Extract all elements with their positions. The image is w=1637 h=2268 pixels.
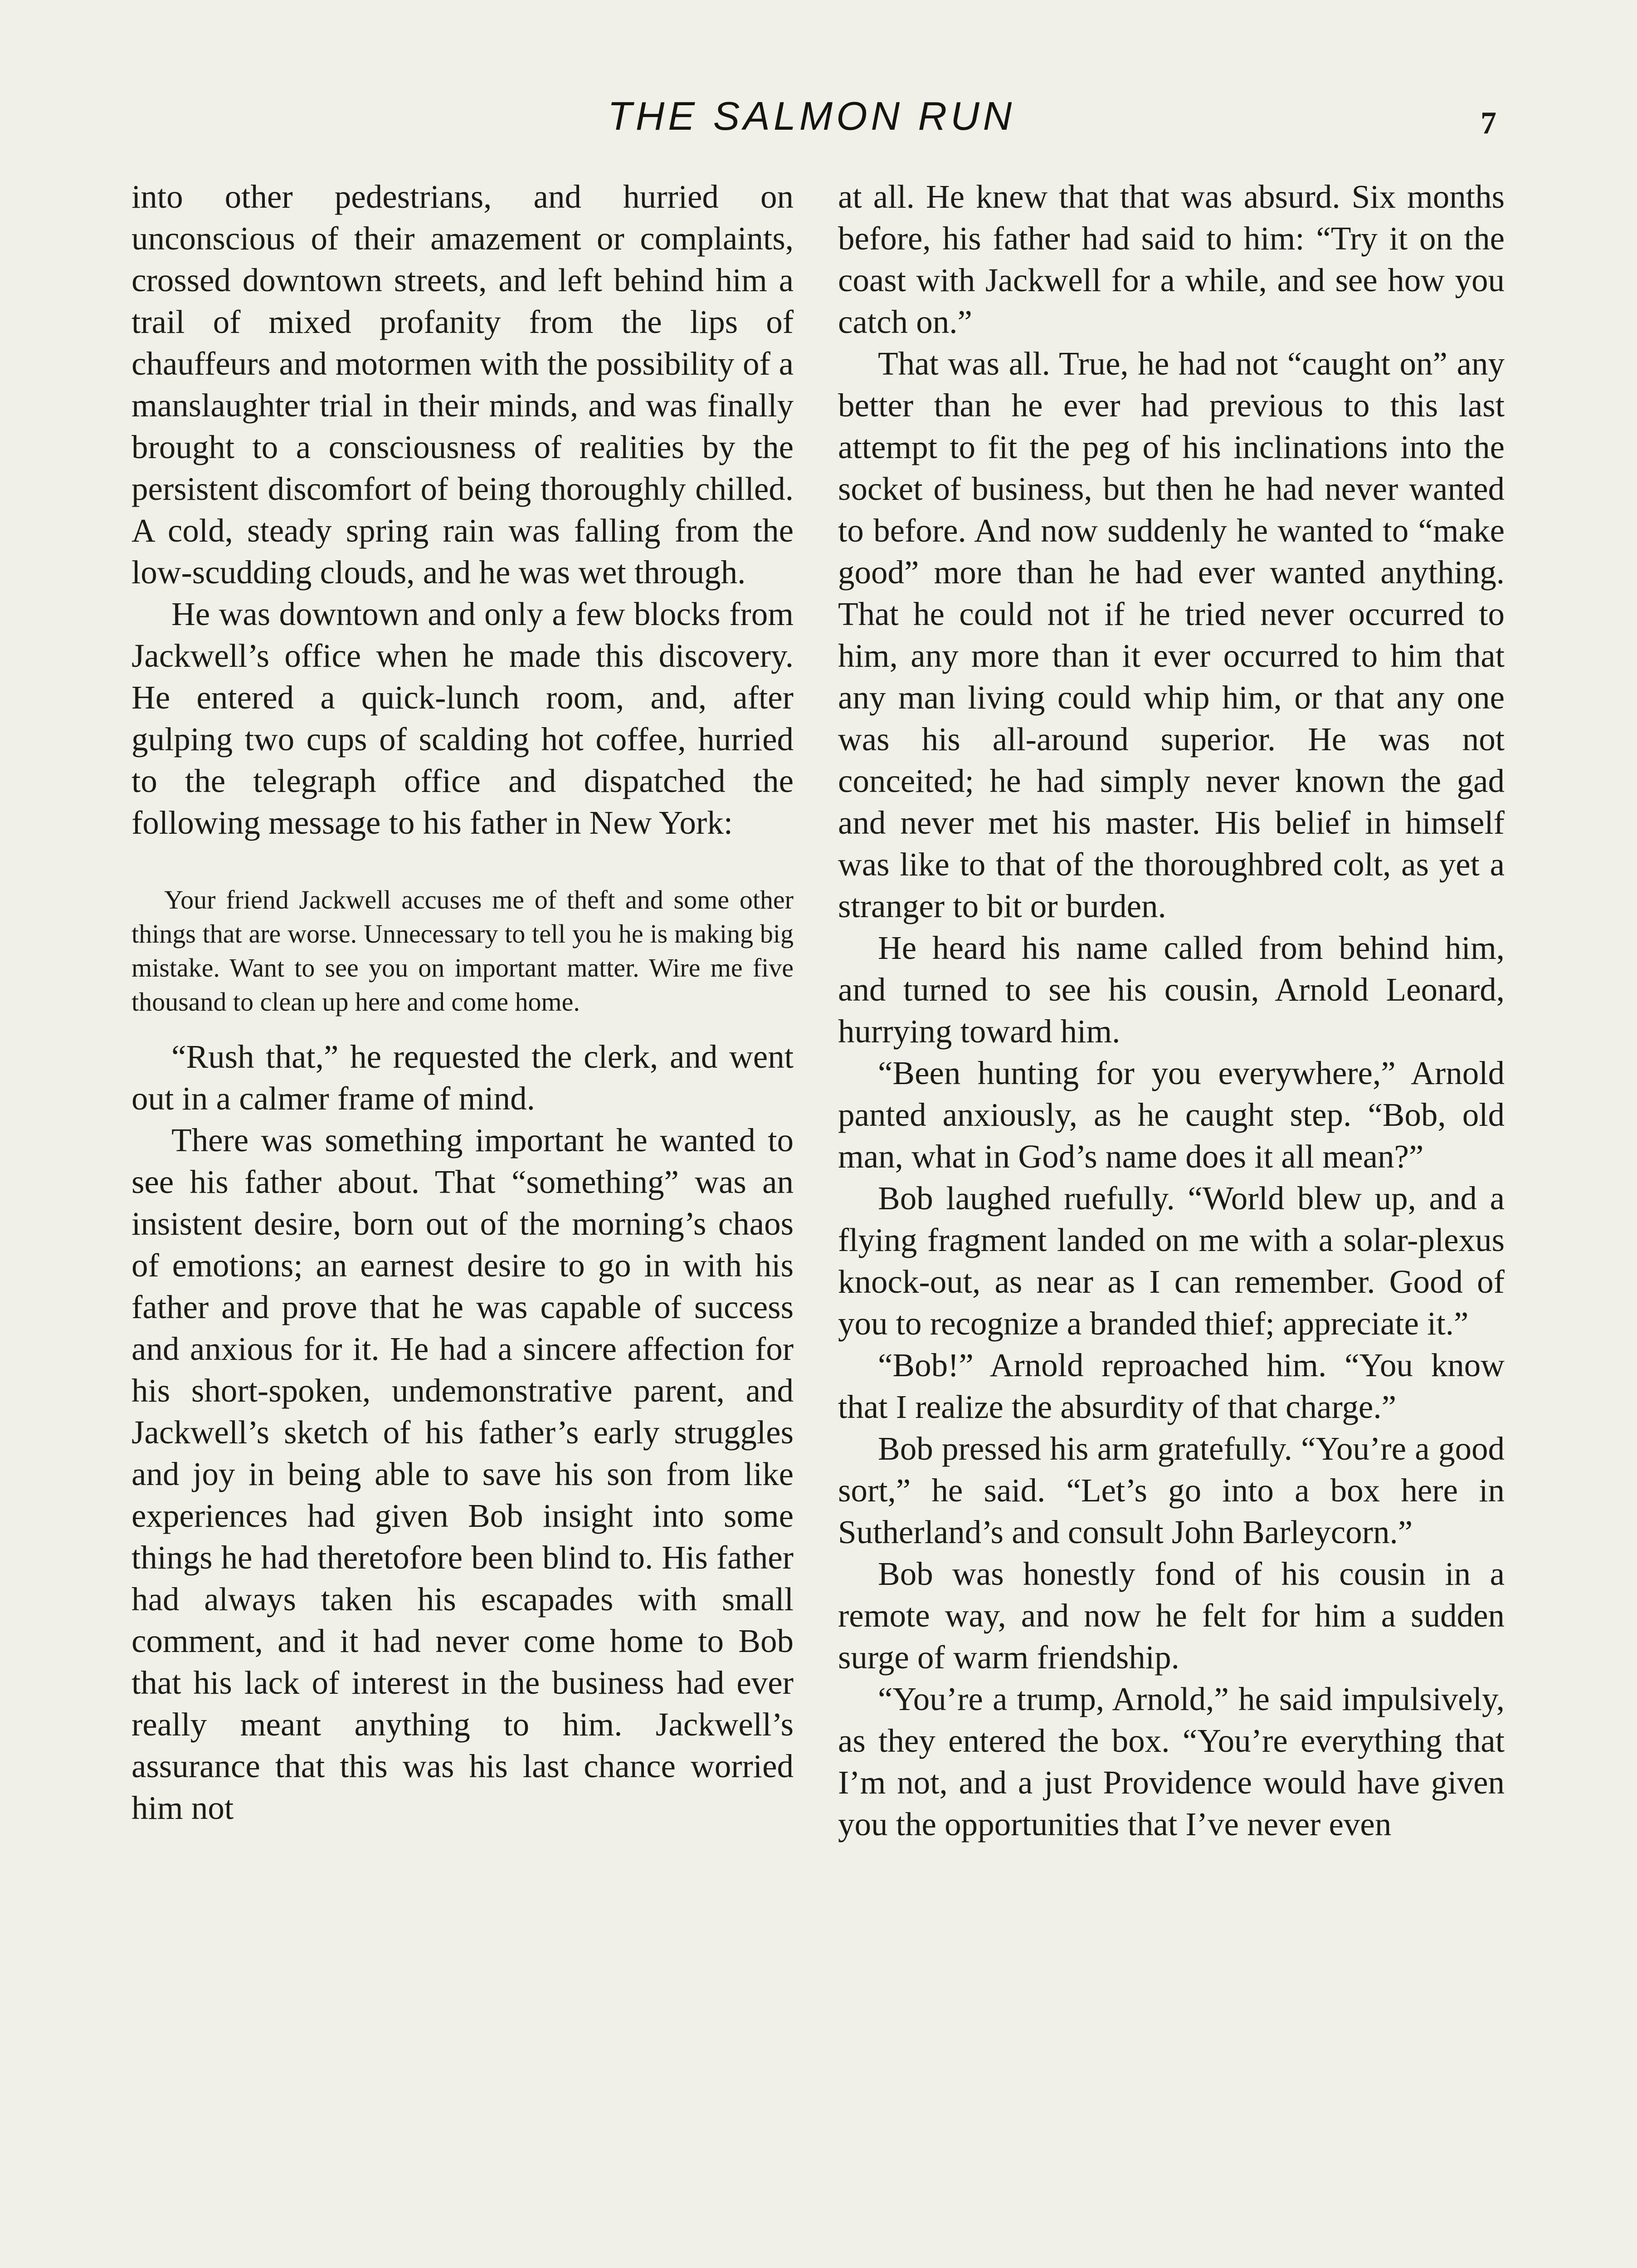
- left-column: [132, 176, 794, 1829]
- paragraph: Bob pressed his arm gratefully. “You’re a good sort,” he said. “Let’s go into a box here in Sutherland’s and consult John Barleycorn.”: [838, 1430, 1505, 1550]
- paragraph: Bob was honestly fond of his cousin in a remote way, and now he felt for him a sudden surge of warm friendship.: [838, 1555, 1505, 1676]
- telegram-message: Your friend Jackwell accuses me of theft and some other things that are worse. Unnecessary to tell you he is making big mistake. Want to see you on important matter. Wire me five thousand to clean up here and come home.: [132, 885, 794, 1017]
- paragraph: “Rush that,” he requested the clerk, and went out in a calmer frame of mind.: [132, 1038, 794, 1117]
- paragraph: “You’re a trump, Arnold,” he said impulsively, as they entered the box. “You’re everything that I’m not, and a just Providence would have given you the opportunities that I’ve never even: [838, 1681, 1505, 1843]
- paragraph: That was all. True, he had not “caught on” any better than he ever had previous to this last attempt to fit the peg of his inclinations into the socket of business, but then he had never wanted to before. And now suddenly he wanted to “make good” more than he had ever wanted anything. That he could not if he tried never occurred to him, any more than it ever occurred to him that any man living could whip him, or that any one was his all-around superior. He was not conceited; he had simply never known the gad and never met his master. His belief in himself was like to that of the thoroughbred colt, as yet a stranger to bit or burden.: [838, 345, 1505, 924]
- paragraph: “Been hunting for you everywhere,” Arnold panted anxiously, as he caught step. “Bob, old man, what in God’s name does it all mean?”: [838, 1055, 1505, 1175]
- paragraph: “Bob!” Arnold reproached him. “You know that I realize the absurdity of that charge.”: [838, 1347, 1505, 1425]
- paragraph: He heard his name called from behind him, and turned to see his cousin, Arnold Leonard, hurrying toward him.: [838, 929, 1505, 1050]
- paragraph: There was something important he wanted to see his father about. That “something” was an insistent desire, born out of the morning’s chaos of emotions; an earnest desire to go in with his father and prove that he was capable of success and anxious for it. He had a sincere affection for his short-spoken, undemonstrative parent, and Jackwell’s sketch of his father’s early struggles and joy in being able to save his son from like experiences had given Bob insight into some things he had theretofore been blind to. His father had always taken his escapades with small comment, and it had never come home to Bob that his lack of interest in the business had ever really meant anything to him. Jackwell’s assurance that this was his last chance worried him not: [132, 1122, 794, 1826]
- paragraph: at all. He knew that that was absurd. Six months before, his father had said to him: “Try it on the coast with Jackwell for a while, and see how you catch on.”: [838, 178, 1505, 340]
- paragraph: He was downtown and only a few blocks from Jackwell’s office when he made this discovery. He entered a quick-lunch room, and, after gulping two cups of scalding hot coffee, hurried to the telegraph office and dispatched the following message to his father in New York:: [132, 596, 794, 841]
- page-number: 7: [1481, 106, 1496, 141]
- right-column: [838, 176, 1505, 1845]
- paragraph: into other pedestrians, and hurried on unconscious of their amazement or complaints, crossed downtown streets, and left behind him a trail of mixed profanity from the lips of chauffeurs and motormen with the possibility of a manslaughter trial in their minds, and was finally brought to a consciousness of realities by the persistent discomfort of being thoroughly chilled. A cold, steady spring rain was falling from the low-scudding clouds, and he was wet through.: [132, 178, 794, 591]
- paragraph: Bob laughed ruefully. “World blew up, and a flying fragment landed on me with a solar-plexus knock-out, as near as I can remember. Good of you to recognize a branded thief; appreciate it.”: [838, 1180, 1505, 1342]
- running-title: THE SALMON RUN: [608, 93, 1016, 138]
